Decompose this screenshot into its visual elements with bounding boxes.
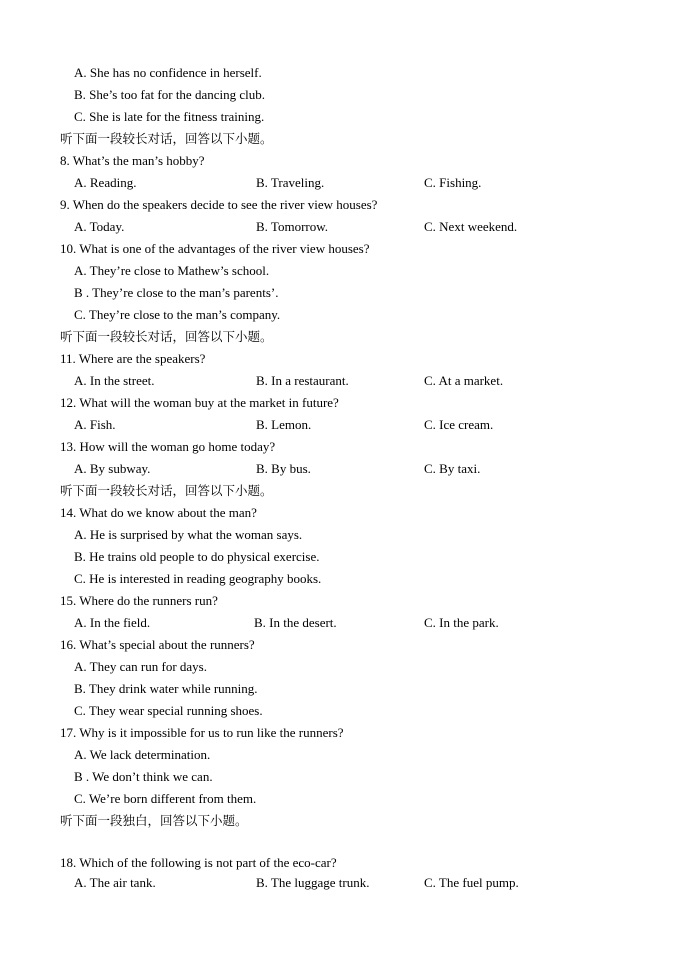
q14-option-b: B. He trains old people to do physical exercise. [74, 549, 320, 564]
q11-option-c: C. At a market. [424, 373, 504, 388]
q9-option-c: C. Next weekend. [424, 219, 518, 234]
q15-option-c: C. In the park. [424, 615, 499, 630]
q15-option-b: B. In the desert. [254, 615, 337, 630]
q9-option-a: A. Today. [74, 219, 125, 234]
q11-option-b: B. In a restaurant. [256, 373, 349, 388]
q18-option-a: A. The air tank. [74, 875, 156, 890]
q10-option-b: B . They’re close to the man’s parents’. [74, 285, 279, 300]
q8-option-c: C. Fishing. [424, 175, 482, 190]
q12-option-c: C. Ice cream. [424, 417, 494, 432]
q16-option-a: A. They can run for days. [74, 659, 207, 674]
q14-option-c: C. He is interested in reading geography books. [74, 571, 322, 586]
q13-option-a: A. By subway. [74, 461, 151, 476]
q14-option-a: A. He is surprised by what the woman says. [74, 527, 303, 542]
question-10-stem: 10. What is one of the advantages of the river view houses? [60, 241, 370, 256]
question-16-stem: 16. What’s special about the runners? [60, 637, 255, 652]
q12-option-b: B. Lemon. [256, 417, 312, 432]
q11-option-a: A. In the street. [74, 373, 155, 388]
question-17-stem: 17. Why is it impossible for us to run like the runners? [60, 725, 344, 740]
q8-option-a: A. Reading. [74, 175, 137, 190]
question-8-stem: 8. What’s the man’s hobby? [60, 153, 205, 168]
q12-option-a: A. Fish. [74, 417, 116, 432]
section-header: 听下面一段较长对话，回答以下小题。 [60, 329, 273, 344]
q15-option-a: A. In the field. [74, 615, 151, 630]
q17-option-a: A. We lack determination. [74, 747, 211, 762]
question-15-stem: 15. Where do the runners run? [60, 593, 218, 608]
q13-option-c: C. By taxi. [424, 461, 481, 476]
question-9-stem: 9. When do the speakers decide to see the river view houses? [60, 197, 378, 212]
question-14-stem: 14. What do we know about the man? [60, 505, 257, 520]
section-header: 听下面一段较长对话，回答以下小题。 [60, 131, 273, 146]
question-12-stem: 12. What will the woman buy at the market in future? [60, 395, 339, 410]
q17-option-c: C. We’re born different from them. [74, 791, 257, 806]
section-header: 听下面一段较长对话，回答以下小题。 [60, 483, 273, 498]
q16-option-b: B. They drink water while running. [74, 681, 258, 696]
q18-option-b: B. The luggage trunk. [256, 875, 370, 890]
q10-option-a: A. They’re close to Mathew’s school. [74, 263, 270, 278]
question-18-stem: 18. Which of the following is not part of the eco-car? [60, 855, 337, 870]
q8-option-b: B. Traveling. [256, 175, 325, 190]
q13-option-b: B. By bus. [256, 461, 311, 476]
q10-option-c: C. They’re close to the man’s company. [74, 307, 281, 322]
question-13-stem: 13. How will the woman go home today? [60, 439, 276, 454]
q17-option-b: B . We don’t think we can. [74, 769, 213, 784]
option-c: C. She is late for the fitness training. [74, 109, 265, 124]
q16-option-c: C. They wear special running shoes. [74, 703, 263, 718]
question-11-stem: 11. Where are the speakers? [60, 351, 206, 366]
option-b: B. She’s too fat for the dancing club. [74, 87, 265, 102]
q18-option-c: C. The fuel pump. [424, 875, 519, 890]
q9-option-b: B. Tomorrow. [256, 219, 329, 234]
option-a: A. She has no confidence in herself. [74, 65, 262, 80]
monologue-header: 听下面一段独白，回答以下小题。 [60, 813, 248, 828]
